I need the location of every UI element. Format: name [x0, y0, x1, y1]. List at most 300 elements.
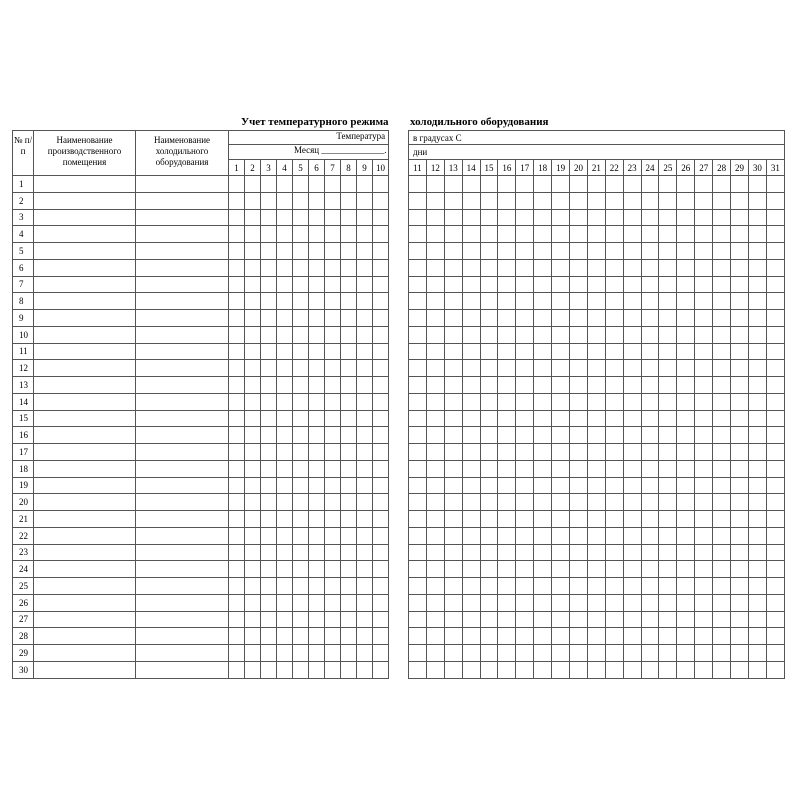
temperature-cell[interactable] [623, 343, 641, 360]
temperature-cell[interactable] [444, 645, 462, 662]
temperature-cell[interactable] [731, 209, 749, 226]
temperature-cell[interactable] [357, 410, 373, 427]
temperature-cell[interactable] [229, 460, 245, 477]
temperature-cell[interactable] [659, 611, 677, 628]
temperature-cell[interactable] [623, 310, 641, 327]
temperature-cell[interactable] [245, 628, 261, 645]
room-name-cell[interactable] [34, 578, 136, 595]
temperature-cell[interactable] [409, 410, 427, 427]
equipment-name-cell[interactable] [136, 645, 229, 662]
temperature-cell[interactable] [587, 209, 605, 226]
temperature-cell[interactable] [623, 661, 641, 678]
temperature-cell[interactable] [341, 243, 357, 260]
temperature-cell[interactable] [293, 176, 309, 193]
temperature-cell[interactable] [659, 226, 677, 243]
temperature-cell[interactable] [293, 326, 309, 343]
temperature-cell[interactable] [357, 377, 373, 394]
temperature-cell[interactable] [277, 427, 293, 444]
temperature-cell[interactable] [277, 561, 293, 578]
temperature-cell[interactable] [677, 578, 695, 595]
temperature-cell[interactable] [341, 377, 357, 394]
temperature-cell[interactable] [534, 661, 552, 678]
room-name-cell[interactable] [34, 444, 136, 461]
temperature-cell[interactable] [748, 326, 766, 343]
temperature-cell[interactable] [293, 611, 309, 628]
temperature-cell[interactable] [570, 477, 588, 494]
temperature-cell[interactable] [552, 645, 570, 662]
temperature-cell[interactable] [552, 594, 570, 611]
temperature-cell[interactable] [357, 544, 373, 561]
temperature-cell[interactable] [623, 645, 641, 662]
temperature-cell[interactable] [552, 243, 570, 260]
temperature-cell[interactable] [731, 360, 749, 377]
temperature-cell[interactable] [605, 427, 623, 444]
temperature-cell[interactable] [373, 393, 389, 410]
temperature-cell[interactable] [373, 661, 389, 678]
temperature-cell[interactable] [623, 276, 641, 293]
temperature-cell[interactable] [766, 377, 784, 394]
temperature-cell[interactable] [534, 310, 552, 327]
room-name-cell[interactable] [34, 377, 136, 394]
temperature-cell[interactable] [713, 192, 731, 209]
temperature-cell[interactable] [552, 460, 570, 477]
temperature-cell[interactable] [325, 410, 341, 427]
temperature-cell[interactable] [245, 427, 261, 444]
room-name-cell[interactable] [34, 410, 136, 427]
equipment-name-cell[interactable] [136, 544, 229, 561]
temperature-cell[interactable] [748, 192, 766, 209]
temperature-cell[interactable] [498, 326, 516, 343]
temperature-cell[interactable] [277, 393, 293, 410]
temperature-cell[interactable] [766, 494, 784, 511]
temperature-cell[interactable] [261, 410, 277, 427]
temperature-cell[interactable] [309, 259, 325, 276]
temperature-cell[interactable] [480, 360, 498, 377]
temperature-cell[interactable] [462, 377, 480, 394]
temperature-cell[interactable] [748, 209, 766, 226]
temperature-cell[interactable] [245, 661, 261, 678]
temperature-cell[interactable] [766, 628, 784, 645]
temperature-cell[interactable] [659, 444, 677, 461]
temperature-cell[interactable] [498, 192, 516, 209]
temperature-cell[interactable] [605, 477, 623, 494]
temperature-cell[interactable] [357, 444, 373, 461]
temperature-cell[interactable] [534, 427, 552, 444]
temperature-cell[interactable] [570, 611, 588, 628]
temperature-cell[interactable] [748, 444, 766, 461]
temperature-cell[interactable] [229, 293, 245, 310]
temperature-cell[interactable] [409, 293, 427, 310]
temperature-cell[interactable] [677, 209, 695, 226]
temperature-cell[interactable] [373, 578, 389, 595]
temperature-cell[interactable] [341, 511, 357, 528]
temperature-cell[interactable] [677, 494, 695, 511]
temperature-cell[interactable] [357, 477, 373, 494]
temperature-cell[interactable] [713, 544, 731, 561]
temperature-cell[interactable] [229, 326, 245, 343]
temperature-cell[interactable] [293, 578, 309, 595]
temperature-cell[interactable] [325, 628, 341, 645]
equipment-name-cell[interactable] [136, 393, 229, 410]
temperature-cell[interactable] [480, 192, 498, 209]
temperature-cell[interactable] [731, 259, 749, 276]
temperature-cell[interactable] [325, 427, 341, 444]
temperature-cell[interactable] [409, 494, 427, 511]
temperature-cell[interactable] [731, 243, 749, 260]
temperature-cell[interactable] [641, 594, 659, 611]
temperature-cell[interactable] [341, 209, 357, 226]
temperature-cell[interactable] [659, 243, 677, 260]
temperature-cell[interactable] [570, 360, 588, 377]
temperature-cell[interactable] [498, 410, 516, 427]
temperature-cell[interactable] [277, 494, 293, 511]
temperature-cell[interactable] [341, 494, 357, 511]
temperature-cell[interactable] [605, 209, 623, 226]
temperature-cell[interactable] [325, 176, 341, 193]
temperature-cell[interactable] [713, 460, 731, 477]
temperature-cell[interactable] [277, 377, 293, 394]
temperature-cell[interactable] [516, 494, 534, 511]
temperature-cell[interactable] [695, 561, 713, 578]
temperature-cell[interactable] [373, 326, 389, 343]
temperature-cell[interactable] [587, 343, 605, 360]
temperature-cell[interactable] [534, 611, 552, 628]
temperature-cell[interactable] [426, 326, 444, 343]
temperature-cell[interactable] [695, 427, 713, 444]
temperature-cell[interactable] [409, 259, 427, 276]
temperature-cell[interactable] [462, 444, 480, 461]
temperature-cell[interactable] [480, 226, 498, 243]
temperature-cell[interactable] [498, 176, 516, 193]
temperature-cell[interactable] [444, 628, 462, 645]
temperature-cell[interactable] [748, 393, 766, 410]
temperature-cell[interactable] [677, 276, 695, 293]
temperature-cell[interactable] [677, 326, 695, 343]
temperature-cell[interactable] [587, 393, 605, 410]
temperature-cell[interactable] [309, 628, 325, 645]
temperature-cell[interactable] [325, 226, 341, 243]
temperature-cell[interactable] [677, 444, 695, 461]
temperature-cell[interactable] [309, 209, 325, 226]
temperature-cell[interactable] [587, 578, 605, 595]
temperature-cell[interactable] [748, 561, 766, 578]
temperature-cell[interactable] [534, 527, 552, 544]
temperature-cell[interactable] [293, 293, 309, 310]
temperature-cell[interactable] [426, 444, 444, 461]
temperature-cell[interactable] [713, 494, 731, 511]
temperature-cell[interactable] [695, 276, 713, 293]
temperature-cell[interactable] [426, 460, 444, 477]
temperature-cell[interactable] [277, 326, 293, 343]
temperature-cell[interactable] [659, 259, 677, 276]
temperature-cell[interactable] [713, 444, 731, 461]
temperature-cell[interactable] [462, 594, 480, 611]
temperature-cell[interactable] [245, 645, 261, 662]
temperature-cell[interactable] [444, 544, 462, 561]
temperature-cell[interactable] [293, 594, 309, 611]
temperature-cell[interactable] [409, 310, 427, 327]
temperature-cell[interactable] [480, 343, 498, 360]
temperature-cell[interactable] [480, 611, 498, 628]
temperature-cell[interactable] [373, 377, 389, 394]
temperature-cell[interactable] [373, 628, 389, 645]
temperature-cell[interactable] [713, 527, 731, 544]
temperature-cell[interactable] [570, 544, 588, 561]
temperature-cell[interactable] [534, 176, 552, 193]
temperature-cell[interactable] [587, 645, 605, 662]
temperature-cell[interactable] [373, 611, 389, 628]
temperature-cell[interactable] [409, 511, 427, 528]
temperature-cell[interactable] [261, 511, 277, 528]
temperature-cell[interactable] [462, 645, 480, 662]
temperature-cell[interactable] [695, 393, 713, 410]
temperature-cell[interactable] [498, 511, 516, 528]
temperature-cell[interactable] [261, 293, 277, 310]
temperature-cell[interactable] [623, 477, 641, 494]
temperature-cell[interactable] [695, 544, 713, 561]
temperature-cell[interactable] [731, 661, 749, 678]
temperature-cell[interactable] [229, 561, 245, 578]
temperature-cell[interactable] [641, 259, 659, 276]
temperature-cell[interactable] [444, 444, 462, 461]
temperature-cell[interactable] [605, 494, 623, 511]
temperature-cell[interactable] [341, 293, 357, 310]
temperature-cell[interactable] [623, 427, 641, 444]
temperature-cell[interactable] [357, 494, 373, 511]
temperature-cell[interactable] [552, 209, 570, 226]
temperature-cell[interactable] [229, 377, 245, 394]
temperature-cell[interactable] [444, 494, 462, 511]
temperature-cell[interactable] [748, 360, 766, 377]
room-name-cell[interactable] [34, 594, 136, 611]
temperature-cell[interactable] [748, 544, 766, 561]
temperature-cell[interactable] [659, 561, 677, 578]
temperature-cell[interactable] [605, 192, 623, 209]
temperature-cell[interactable] [677, 628, 695, 645]
temperature-cell[interactable] [713, 511, 731, 528]
temperature-cell[interactable] [731, 176, 749, 193]
temperature-cell[interactable] [293, 276, 309, 293]
temperature-cell[interactable] [659, 360, 677, 377]
temperature-cell[interactable] [534, 578, 552, 595]
temperature-cell[interactable] [498, 259, 516, 276]
temperature-cell[interactable] [426, 645, 444, 662]
temperature-cell[interactable] [261, 544, 277, 561]
temperature-cell[interactable] [766, 594, 784, 611]
temperature-cell[interactable] [623, 377, 641, 394]
temperature-cell[interactable] [373, 645, 389, 662]
temperature-cell[interactable] [409, 527, 427, 544]
room-name-cell[interactable] [34, 511, 136, 528]
temperature-cell[interactable] [409, 209, 427, 226]
temperature-cell[interactable] [748, 511, 766, 528]
temperature-cell[interactable] [641, 611, 659, 628]
temperature-cell[interactable] [677, 360, 695, 377]
temperature-cell[interactable] [605, 393, 623, 410]
temperature-cell[interactable] [229, 310, 245, 327]
temperature-cell[interactable] [480, 259, 498, 276]
temperature-cell[interactable] [677, 393, 695, 410]
temperature-cell[interactable] [462, 276, 480, 293]
temperature-cell[interactable] [261, 209, 277, 226]
temperature-cell[interactable] [277, 276, 293, 293]
temperature-cell[interactable] [748, 477, 766, 494]
temperature-cell[interactable] [766, 661, 784, 678]
temperature-cell[interactable] [641, 410, 659, 427]
temperature-cell[interactable] [309, 511, 325, 528]
temperature-cell[interactable] [605, 410, 623, 427]
temperature-cell[interactable] [766, 310, 784, 327]
equipment-name-cell[interactable] [136, 594, 229, 611]
temperature-cell[interactable] [462, 628, 480, 645]
temperature-cell[interactable] [462, 578, 480, 595]
temperature-cell[interactable] [677, 477, 695, 494]
temperature-cell[interactable] [293, 477, 309, 494]
temperature-cell[interactable] [552, 192, 570, 209]
temperature-cell[interactable] [766, 427, 784, 444]
temperature-cell[interactable] [695, 527, 713, 544]
temperature-cell[interactable] [293, 427, 309, 444]
temperature-cell[interactable] [261, 326, 277, 343]
equipment-name-cell[interactable] [136, 176, 229, 193]
temperature-cell[interactable] [587, 460, 605, 477]
temperature-cell[interactable] [341, 460, 357, 477]
room-name-cell[interactable] [34, 661, 136, 678]
temperature-cell[interactable] [570, 326, 588, 343]
temperature-cell[interactable] [534, 377, 552, 394]
temperature-cell[interactable] [293, 410, 309, 427]
temperature-cell[interactable] [552, 628, 570, 645]
temperature-cell[interactable] [623, 393, 641, 410]
temperature-cell[interactable] [309, 343, 325, 360]
temperature-cell[interactable] [695, 243, 713, 260]
temperature-cell[interactable] [552, 326, 570, 343]
temperature-cell[interactable] [677, 243, 695, 260]
room-name-cell[interactable] [34, 360, 136, 377]
temperature-cell[interactable] [444, 377, 462, 394]
temperature-cell[interactable] [261, 578, 277, 595]
temperature-cell[interactable] [341, 544, 357, 561]
temperature-cell[interactable] [261, 276, 277, 293]
temperature-cell[interactable] [229, 578, 245, 595]
temperature-cell[interactable] [325, 511, 341, 528]
temperature-cell[interactable] [534, 444, 552, 461]
temperature-cell[interactable] [516, 611, 534, 628]
temperature-cell[interactable] [605, 561, 623, 578]
temperature-cell[interactable] [261, 527, 277, 544]
equipment-name-cell[interactable] [136, 293, 229, 310]
temperature-cell[interactable] [713, 611, 731, 628]
temperature-cell[interactable] [552, 410, 570, 427]
temperature-cell[interactable] [552, 293, 570, 310]
temperature-cell[interactable] [516, 578, 534, 595]
temperature-cell[interactable] [357, 310, 373, 327]
temperature-cell[interactable] [462, 209, 480, 226]
temperature-cell[interactable] [623, 226, 641, 243]
temperature-cell[interactable] [229, 343, 245, 360]
temperature-cell[interactable] [713, 561, 731, 578]
temperature-cell[interactable] [766, 243, 784, 260]
temperature-cell[interactable] [516, 460, 534, 477]
temperature-cell[interactable] [713, 360, 731, 377]
temperature-cell[interactable] [552, 176, 570, 193]
temperature-cell[interactable] [552, 427, 570, 444]
temperature-cell[interactable] [570, 192, 588, 209]
temperature-cell[interactable] [498, 444, 516, 461]
temperature-cell[interactable] [444, 326, 462, 343]
temperature-cell[interactable] [516, 527, 534, 544]
temperature-cell[interactable] [357, 209, 373, 226]
temperature-cell[interactable] [373, 477, 389, 494]
temperature-cell[interactable] [261, 192, 277, 209]
temperature-cell[interactable] [229, 645, 245, 662]
equipment-name-cell[interactable] [136, 326, 229, 343]
temperature-cell[interactable] [293, 377, 309, 394]
temperature-cell[interactable] [570, 293, 588, 310]
temperature-cell[interactable] [695, 444, 713, 461]
temperature-cell[interactable] [570, 410, 588, 427]
temperature-cell[interactable] [277, 594, 293, 611]
temperature-cell[interactable] [245, 259, 261, 276]
temperature-cell[interactable] [409, 611, 427, 628]
temperature-cell[interactable] [293, 259, 309, 276]
temperature-cell[interactable] [229, 410, 245, 427]
temperature-cell[interactable] [659, 578, 677, 595]
temperature-cell[interactable] [409, 444, 427, 461]
temperature-cell[interactable] [498, 494, 516, 511]
temperature-cell[interactable] [444, 594, 462, 611]
temperature-cell[interactable] [426, 259, 444, 276]
temperature-cell[interactable] [341, 594, 357, 611]
temperature-cell[interactable] [677, 192, 695, 209]
temperature-cell[interactable] [325, 561, 341, 578]
temperature-cell[interactable] [261, 594, 277, 611]
temperature-cell[interactable] [659, 527, 677, 544]
equipment-name-cell[interactable] [136, 661, 229, 678]
room-name-cell[interactable] [34, 477, 136, 494]
temperature-cell[interactable] [325, 343, 341, 360]
temperature-cell[interactable] [605, 176, 623, 193]
temperature-cell[interactable] [462, 360, 480, 377]
temperature-cell[interactable] [444, 578, 462, 595]
temperature-cell[interactable] [587, 444, 605, 461]
temperature-cell[interactable] [534, 410, 552, 427]
temperature-cell[interactable] [426, 544, 444, 561]
temperature-cell[interactable] [480, 661, 498, 678]
temperature-cell[interactable] [373, 444, 389, 461]
temperature-cell[interactable] [229, 594, 245, 611]
room-name-cell[interactable] [34, 393, 136, 410]
temperature-cell[interactable] [325, 293, 341, 310]
temperature-cell[interactable] [766, 410, 784, 427]
temperature-cell[interactable] [373, 293, 389, 310]
temperature-cell[interactable] [498, 209, 516, 226]
temperature-cell[interactable] [444, 209, 462, 226]
temperature-cell[interactable] [766, 511, 784, 528]
temperature-cell[interactable] [748, 276, 766, 293]
temperature-cell[interactable] [325, 661, 341, 678]
temperature-cell[interactable] [245, 293, 261, 310]
temperature-cell[interactable] [293, 628, 309, 645]
temperature-cell[interactable] [462, 393, 480, 410]
temperature-cell[interactable] [713, 293, 731, 310]
temperature-cell[interactable] [623, 544, 641, 561]
temperature-cell[interactable] [641, 561, 659, 578]
temperature-cell[interactable] [444, 511, 462, 528]
temperature-cell[interactable] [570, 444, 588, 461]
temperature-cell[interactable] [309, 561, 325, 578]
temperature-cell[interactable] [766, 226, 784, 243]
